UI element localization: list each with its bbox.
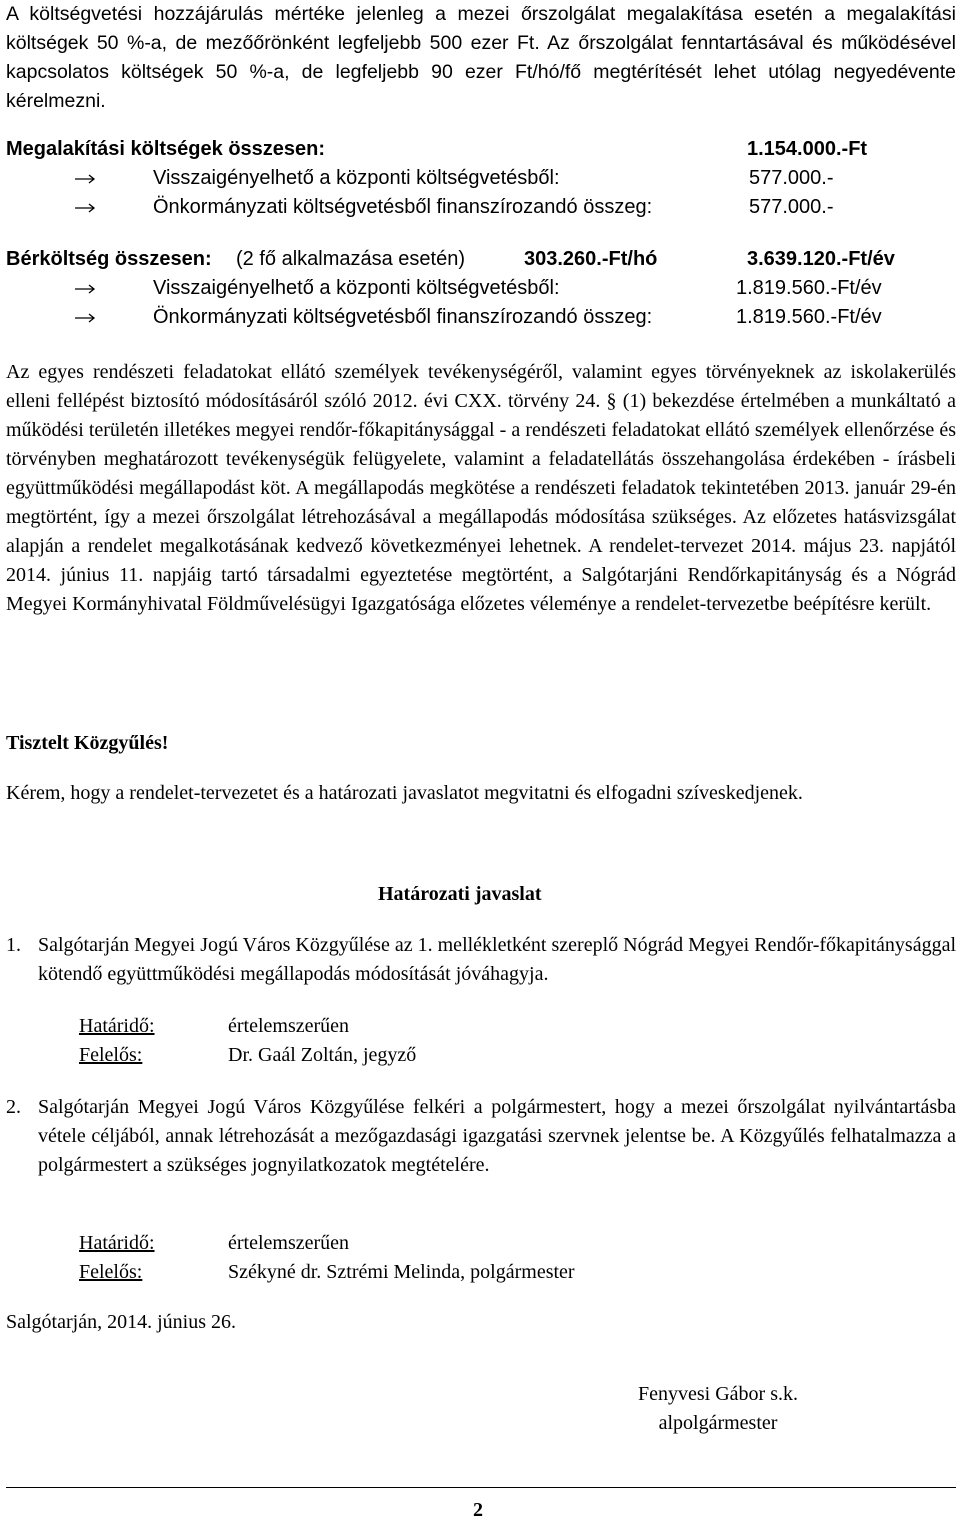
setup-reclaimable-value: 577.000.-: [749, 167, 834, 189]
wage-costs-monthly: 303.260.-Ft/hó: [524, 248, 658, 270]
setup-municipal-value: 577.000.-: [749, 196, 834, 218]
deadline-label: Határidő:: [79, 1232, 155, 1254]
wage-reclaimable-label: Visszaigényelhető a központi költségvetésből:: [153, 277, 560, 299]
footer-divider: [6, 1487, 956, 1488]
wage-reclaimable-value: 1.819.560.-Ft/év: [736, 277, 882, 299]
setup-municipal-label: Önkormányzati költségvetésből finanszírozandó összeg:: [153, 196, 653, 218]
right-arrow-icon: [74, 303, 96, 332]
responsible-label: Felelős:: [79, 1044, 143, 1066]
wage-municipal-label: Önkormányzati költségvetésből finanszírozandó összeg:: [153, 306, 653, 328]
responsible-value: Dr. Gaál Zoltán, jegyző: [228, 1044, 417, 1066]
wage-municipal-value: 1.819.560.-Ft/év: [736, 306, 882, 328]
wage-costs-total: 3.639.120.-Ft/év: [747, 248, 895, 270]
signature-name: Fenyvesi Gábor s.k.: [638, 1383, 798, 1405]
setup-costs-label: Megalakítási költségek összesen:: [6, 138, 326, 160]
item-text: Salgótarján Megyei Jogú Város Közgyűlése felkéri a polgármestert, hogy a mezei őrszolgálat nyilvántartásba vétele céljából, annak létrehozását a mezőgazdasági igazgatási szervnek jelentse be. A Közgyűlés felhatalmazza a polgármestert a szükséges jognyilatkozatok megtételére.: [38, 1096, 956, 1176]
salutation: Tisztelt Közgyűlés!: [6, 732, 169, 754]
deadline-value: értelemszerűen: [228, 1232, 350, 1254]
right-arrow-icon: [74, 274, 96, 303]
body-paragraph: Az egyes rendészeti feladatokat ellátó személyek tevékenységéről, valamint egyes törvényeknek az iskolakerülés elleni fellépést biztosító módosításáról szóló 2012. évi CXX. törvény 24. § (1) bekezdése értelmében a munkáltató a működési területén illetékes megyei rendőr-főkapitánysággal - a rendészeti feladatokat ellátó személyek ellenőrzése és törvényben meghatározott tevékenységük felügyelete, valamint a feladatellátás összehangolása érdekében - írásbeli együttműködési megállapodást köt. A megállapodás megkötése a rendészeti feladatok tekintetében 2013. január 29-én megtörtént, így a mezei őrszolgálat létrehozásával a megállapodás módosítása szükséges. Az előzetes hatásvizsgálat alapján a rendelet megalkotásának kedvező következményei lehetnek. A rendelet-tervezet 2014. május 23. napjától 2014. június 11. napjáig tartó társadalmi egyeztetése megtörtént, a Salgótarjáni Rendőrkapitányság és a Nógrád Megyei Kormányhivatal Földművelésügyi Igazgatósága előzetes véleménye a rendelet-tervezetbe beépítésre került.: [6, 361, 956, 615]
setup-costs-total: 1.154.000.-Ft: [747, 138, 868, 160]
responsible-label: Felelős:: [79, 1261, 143, 1283]
deadline-value: értelemszerűen: [228, 1015, 350, 1037]
page-number: 2: [473, 1499, 483, 1521]
responsible-value: Székyné dr. Sztrémi Melinda, polgármester: [228, 1261, 575, 1283]
signature-title: alpolgármester: [658, 1412, 778, 1434]
wage-costs-label: Bérköltség összesen:: [6, 248, 212, 270]
setup-reclaimable-label: Visszaigényelhető a központi költségvetésből:: [153, 167, 560, 189]
item-number: 2.: [6, 1096, 21, 1118]
place-date: Salgótarján, 2014. június 26.: [6, 1311, 236, 1333]
request-paragraph: Kérem, hogy a rendelet-tervezetet és a határozati javaslatot megvitatni és elfogadni szíveskedjenek.: [6, 782, 803, 804]
right-arrow-icon: [74, 164, 96, 193]
deadline-label: Határidő:: [79, 1015, 155, 1037]
wage-costs-note: (2 fő alkalmazása esetén): [236, 248, 466, 270]
resolution-title: Határozati javaslat: [378, 883, 542, 905]
intro-paragraph: A költségvetési hozzájárulás mértéke jelenleg a mezei őrszolgálat megalakítása esetén a megalakítási költségek 50 %-a, de mezőőrönként legfeljebb 500 ezer Ft. Az őrszolgálat fenntartásával és működésével kapcsolatos költségek 50 %-a, de legfeljebb 90 ezer Ft/hó/fő megtérítését lehet utólag negyedévente kérelmezni.: [6, 3, 956, 112]
right-arrow-icon: [74, 193, 96, 222]
item-text: Salgótarján Megyei Jogú Város Közgyűlése az 1. mellékletként szereplő Nógrád Megyei Rendőr-főkapitánysággal kötendő együttműködési megállapodás módosítását jóváhagyja.: [38, 934, 956, 985]
item-number: 1.: [6, 934, 21, 956]
